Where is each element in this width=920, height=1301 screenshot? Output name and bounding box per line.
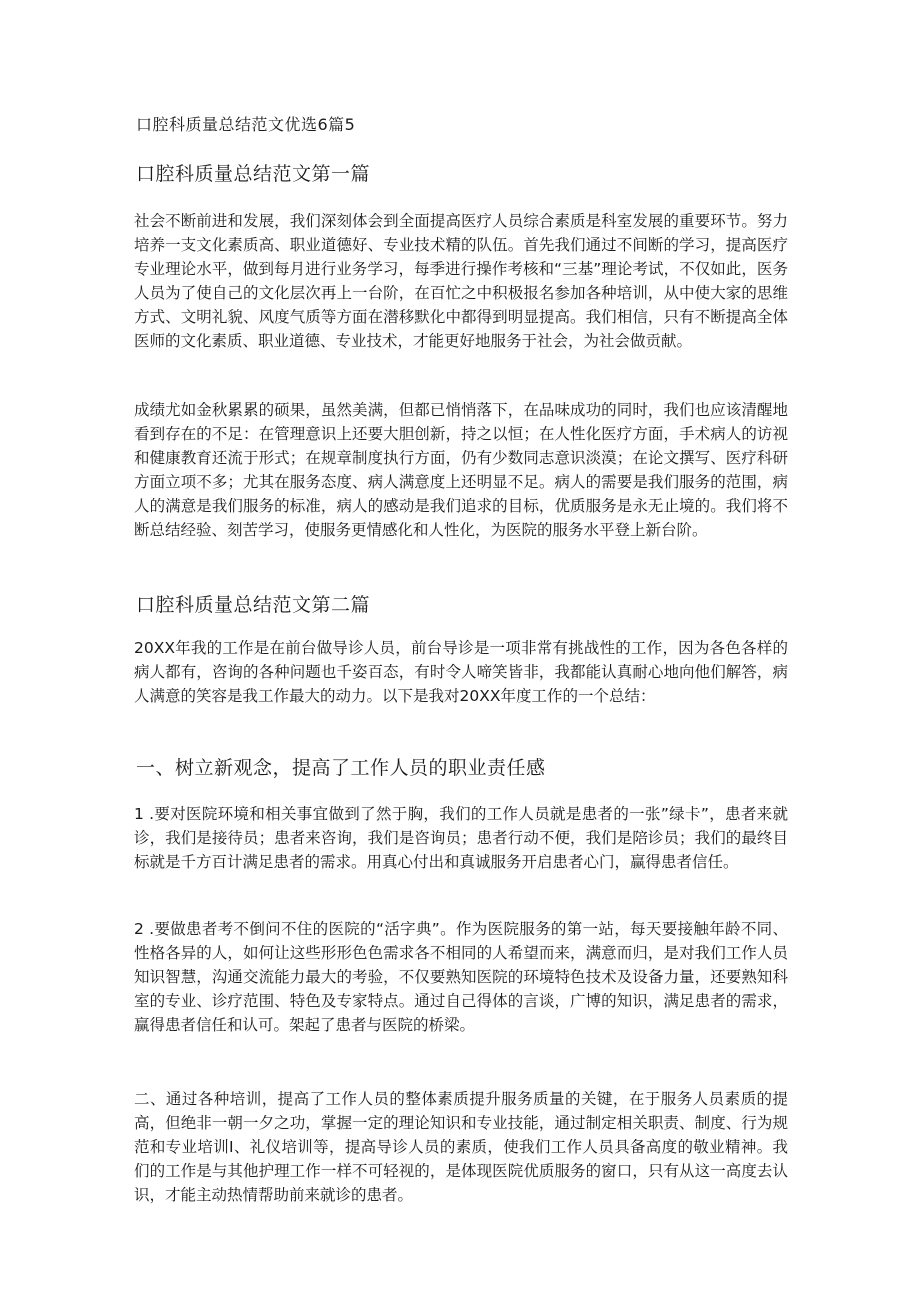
document-title: 口腔科质量总结范文优选6篇5 bbox=[136, 115, 356, 134]
paragraph: 1 .要对医院环境和相关事宜做到了然于胸，我们的工作人员就是患者的一张”绿卡”，患者来就诊，我们是接待员；患者来咨询，我们是咨询员；患者行动不便，我们是陪诊员；我们的最终目标就是千方百计满足患者的需求。用真心付出和真诚服务开启患者心门，赢得患者信任。 bbox=[134, 805, 788, 871]
section-heading-1: 口腔科质量总结范文第一篇 bbox=[136, 163, 371, 185]
paragraph: 社会不断前进和发展，我们深刻体会到全面提高医疗人员综合素质是科室发展的重要环节。努力培养一支文化素质高、职业道德好、专业技术精的队伍。首先我们通过不间断的学习，提高医疗专业理论水平，做到每月进行业务学习，每季进行操作考核和“三基”理论考试，不仅如此，医务人员为了使自己的文化层次再上一台阶，在百忙之中积极报名参加各种培训，从中使大家的思维方式、文明礼貌、风度气质等方面在潜移默化中都得到明显提高。我们相信，只有不断提高全体医师的文化素质、职业道德、专业技术，才能更好地服务于社会，为社会做贡献。 bbox=[134, 212, 788, 350]
paragraph: 20XX年我的工作是在前台做导诊人员，前台导诊是一项非常有挑战性的工作，因为各色各样的病人都有，咨询的各种问题也千姿百态，有时令人啼笑皆非，我都能认真耐心地向他们解答，病人满意的笑容是我工作最大的动力。以下是我对20XX年度工作的一个总结： bbox=[134, 639, 788, 705]
paragraph: 成绩尤如金秋累累的硕果，虽然美满，但都已悄悄落下，在品味成功的同时，我们也应该清醒地看到存在的不足：在管理意识上还要大胆创新，持之以恒；在人性化医疗方面，手术病人的访视和健康教育还流于形式；在规章制度执行方面，仍有少数同志意识淡漠；在论文撰写、医疗科研方面立项不多；尤其在服务态度、病人满意度上还明显不足。病人的需要是我们服务的范围，病人的满意是我们服务的标准，病人的感动是我们追求的目标，优质服务是永无止境的。我们将不断总结经验、刻苦学习，使服务更情感化和人性化，为医院的服务水平登上新台阶。 bbox=[134, 401, 788, 539]
section-heading-2: 口腔科质量总结范文第二篇 bbox=[136, 594, 371, 616]
section-heading-3: 一、树立新观念，提高了工作人员的职业责任感 bbox=[136, 757, 546, 779]
paragraph: 二、通过各种培训，提高了工作人员的整体素质提升服务质量的关键，在于服务人员素质的提高，但绝非一朝一夕之功，掌握一定的理论知识和专业技能，通过制定相关职责、制度、行为规范和专业培训I、礼仪培训等，提高导诊人员的素质，使我们工作人员具备高度的敬业精神。我们的工作是与其他护理工作一样不可轻视的，是体现医院优质服务的窗口，只有从这一高度去认识，才能主动热情帮助前来就诊的患者。 bbox=[134, 1090, 788, 1204]
paragraph: 2 .要做患者考不倒问不住的医院的“活字典”。作为医院服务的第一站，每天要接触年龄不同、性格各异的人，如何让这些形形色色需求各不相同的人希望而来，满意而归，是对我们工作人员知识智慧，沟通交流能力最大的考验，不仅要熟知医院的环境特色技术及设备力量，还要熟知科室的专业、诊疗范围、特色及专家特点。通过自己得体的言谈，广博的知识，满足患者的需求，赢得患者信任和认可。架起了患者与医院的桥梁。 bbox=[134, 920, 788, 1034]
